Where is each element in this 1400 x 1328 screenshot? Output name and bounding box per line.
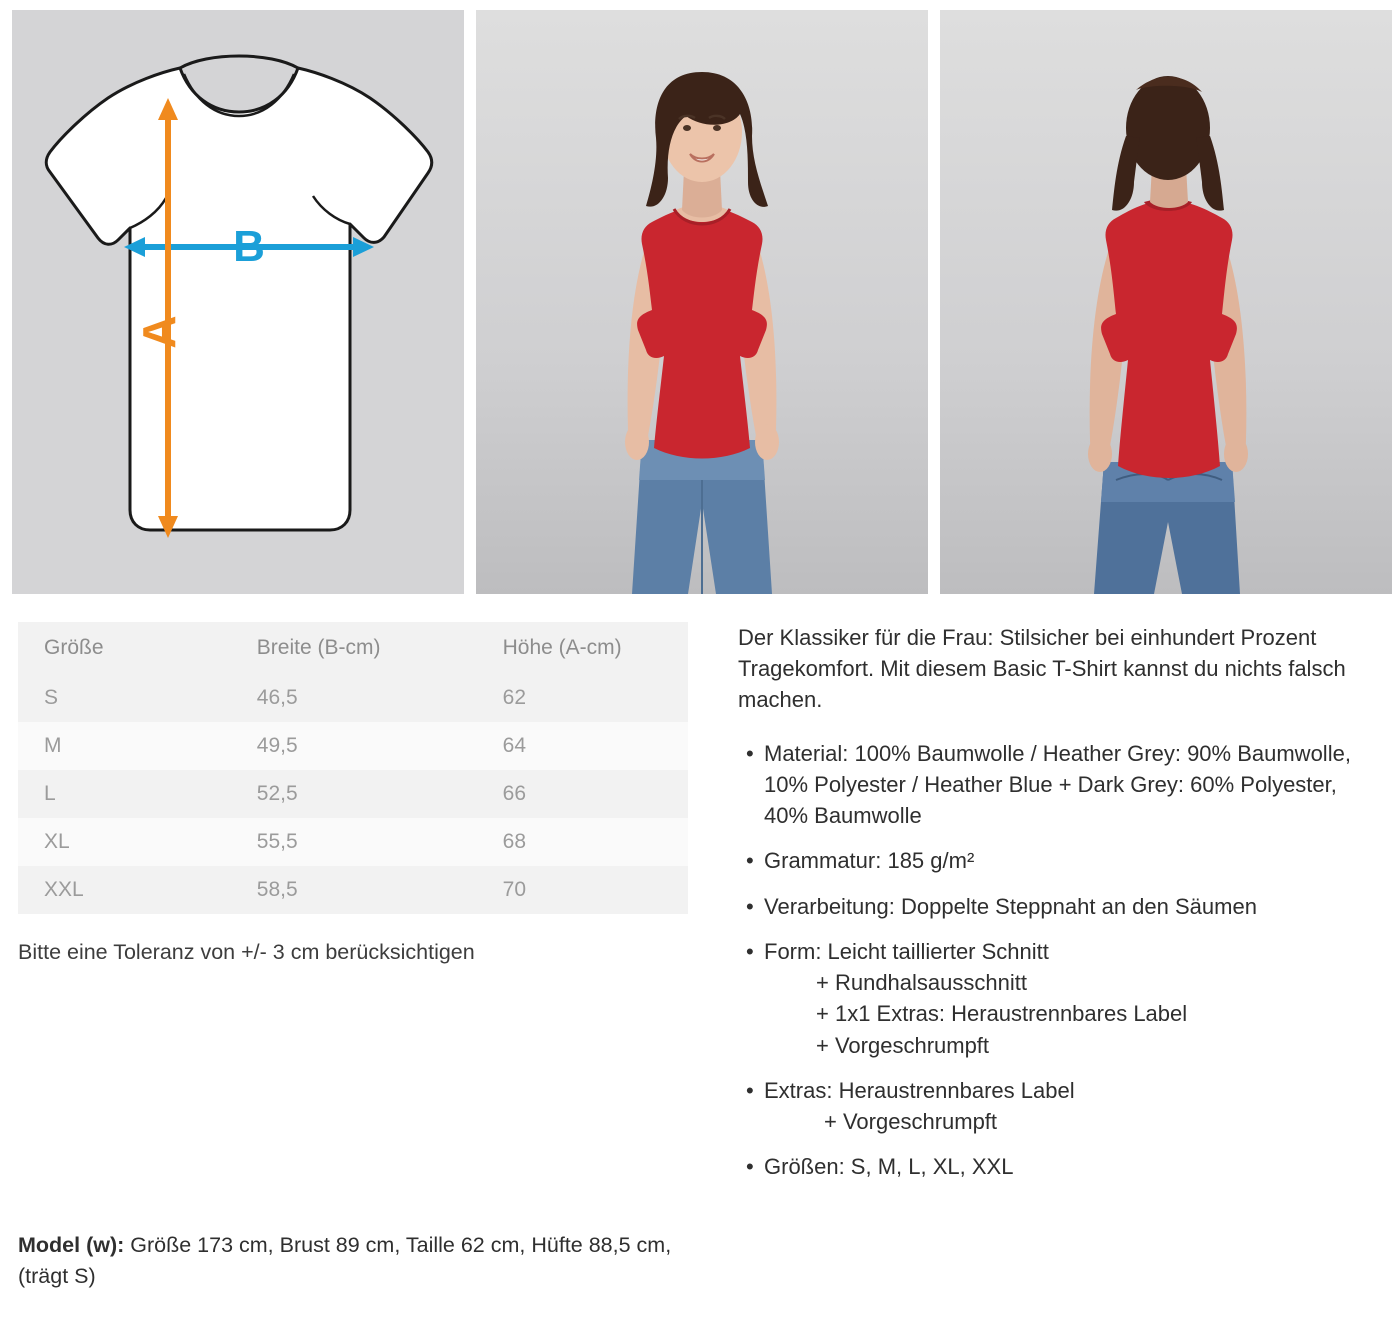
feature-extras-sub1: + Vorgeschrumpft xyxy=(824,1109,998,1135)
cell-height: 70 xyxy=(477,866,688,914)
table-row xyxy=(18,722,688,770)
feature-weight: Grammatur: 185 g/m² xyxy=(764,848,975,874)
front-photo-illustration xyxy=(476,10,928,594)
product-image-strip xyxy=(0,0,1400,594)
cell-size: S xyxy=(18,674,231,722)
cell-width: 55,5 xyxy=(231,818,477,866)
size-table-column xyxy=(18,622,718,1197)
details-section xyxy=(0,594,1400,1197)
model-label: Model (w): xyxy=(18,1232,125,1257)
cell-size: XL xyxy=(18,818,231,866)
description-intro: Der Klassiker für die Frau: Stilsicher bei einhundert Prozent Tragekomfort. Mit diesem Basic T-Shirt kannst du nichts falsch machen. xyxy=(738,625,1346,713)
feature-material: Material: 100% Baumwolle / Heather Grey: 90% Baumwolle, 10% Polyester / Heather Blue + Dark Grey: 60% Polyester, 40% Baumwolle xyxy=(764,740,1351,829)
table-row xyxy=(18,818,688,866)
feature-extras: Extras: Heraustrennbares Label xyxy=(764,1077,1075,1103)
table-row xyxy=(18,866,688,914)
list-item xyxy=(738,936,1378,1061)
svg-text:A: A xyxy=(133,315,185,349)
description-column xyxy=(718,622,1378,1197)
list-item xyxy=(738,1075,1378,1137)
size-schematic-image xyxy=(12,10,464,594)
model-back-photo xyxy=(940,10,1392,594)
feature-shape-sub1: + Rundhalsausschnitt xyxy=(816,970,1027,996)
cell-height: 68 xyxy=(477,818,688,866)
model-info xyxy=(18,1230,718,1292)
header-width: Breite (B-cm) xyxy=(231,622,477,674)
header-height: Höhe (A-cm) xyxy=(477,622,688,674)
list-item xyxy=(738,891,1378,922)
cell-width: 46,5 xyxy=(231,674,477,722)
feature-shape-sub3: + Vorgeschrumpft xyxy=(816,1032,990,1058)
cell-height: 62 xyxy=(477,674,688,722)
table-header-row xyxy=(18,622,688,674)
back-photo-illustration xyxy=(940,10,1392,594)
cell-width: 58,5 xyxy=(231,866,477,914)
list-item xyxy=(738,845,1378,876)
feature-shape: Form: Leicht taillierter Schnitt xyxy=(764,938,1049,964)
cell-height: 66 xyxy=(477,770,688,818)
model-measurements: Größe 173 cm, Brust 89 cm, Taille 62 cm, Hüfte 88,5 cm, (trägt S) xyxy=(18,1232,672,1288)
size-chart-table xyxy=(18,622,688,914)
cell-size: L xyxy=(18,770,231,818)
list-item xyxy=(738,1151,1378,1182)
cell-width: 49,5 xyxy=(231,722,477,770)
cell-size: XXL xyxy=(18,866,231,914)
cell-height: 64 xyxy=(477,722,688,770)
list-item xyxy=(738,738,1378,832)
feature-list xyxy=(738,738,1378,1183)
header-size: Größe xyxy=(18,622,231,674)
feature-sizes: Größen: S, M, L, XL, XXL xyxy=(764,1154,1014,1180)
table-row xyxy=(18,770,688,818)
tolerance-note: Bitte eine Toleranz von +/- 3 cm berücksichtigen xyxy=(18,940,475,964)
table-row xyxy=(18,674,688,722)
cell-size: M xyxy=(18,722,231,770)
svg-text:B: B xyxy=(233,222,265,271)
cell-width: 52,5 xyxy=(231,770,477,818)
schematic-drawing xyxy=(12,10,464,594)
feature-processing: Verarbeitung: Doppelte Steppnaht an den Säumen xyxy=(764,893,1257,919)
feature-shape-sub2: + 1x1 Extras: Heraustrennbares Label xyxy=(816,1001,1188,1027)
model-front-photo xyxy=(476,10,928,594)
